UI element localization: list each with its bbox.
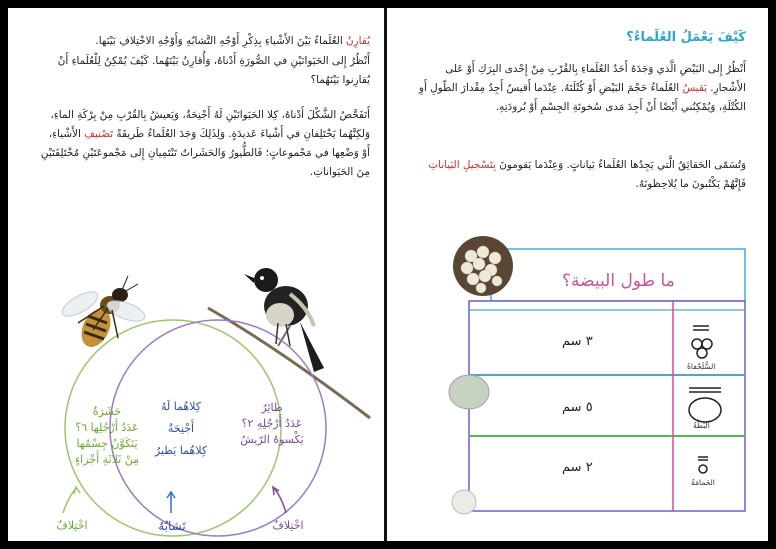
turtle-label: السُّلَحْفاةُ: [687, 362, 716, 371]
venn-bird-line: يَكْسوهُ الرّيشُ: [240, 433, 304, 446]
venn-bird-text: [234, 400, 310, 448]
dove-egg-length: ٢ سم: [562, 460, 593, 475]
venn-insect-line: يَتَكَوَّنُ جِسْمُها: [76, 437, 138, 450]
left-page: [8, 8, 384, 541]
book-spread: [8, 8, 768, 541]
duck-egg: [449, 375, 489, 409]
difference-label-left: اخْتِلافٌ: [56, 519, 88, 532]
duck-label: البَطَّةُ: [693, 421, 710, 430]
para1-start: أَنْظُرُ إِلى البَيْضِ الَّذي وَجَدَهُ أَحَدُ العُلَماءِ بِالقُرْبِ مِنْ إِحْدى البِرَكِ أَوْ عَلى الأَشْجارِ.: [445, 63, 746, 94]
chart-title: ما طول البيضة؟: [562, 271, 675, 291]
venn-insect-line: حَشَرَةٌ: [92, 405, 122, 418]
record-data-keyword: بِتَسْجيلِ البَياناتِ: [428, 159, 496, 171]
para2-start: وَتُسَمّى الحَقائِقُ الَّتي يَجِدُها العُلَماءُ بَياناتٍ. وَعِنْدَما يَقومونَ: [495, 159, 746, 171]
measure-keyword: يَقيسُ: [682, 82, 707, 94]
para3-start: أَتَفَحَّصُ الشَّكْلَ أَدْناهُ، كِلا الحَيَوانَيْنِ لَهُ أَجْنِحَةٌ، وَيَعيشُ بِالقُرْبِ مِنْ بِرْكَةِ الماءِ، وَلكِنَّهُما يَخْتَلِفانِ في أَشْياءَ عَديدَةٍ. وَلِذَلِكَ وَجَدَ العُلَماءُ طَريقَةً: [50, 109, 370, 140]
classify-keyword: تَصْنيفِ: [84, 128, 114, 140]
venn-insect-line: مِنْ ثَلاثَةِ أَجْزاءٍ: [75, 453, 139, 466]
left-paragraph-2: أَنْظُرُ إِلى الحَيَوانَيْنِ في الصُّورَةِ أَدْناهُ، وَأُقارِنُ بَيْنَهُما. كَيْفَ يُمْكِنُ لِلْعُلَماءِ أَنْ يُقارِنوا بَيْنَهُما؟: [57, 55, 370, 86]
venn-bird-line: عَدَدُ أَرْجُلِهِ ٢؟: [241, 417, 303, 430]
para3-end: الأَشْياءِ، أَوْ وَضْعِها في مَجْموعاتٍ؛ فَالطُّيورُ وَالحَشَراتُ تَنْتَمِيانِ إِلى مَجْموعَتَيْنِ مُخْتَلِفَتَيْنِ مِنَ الحَيَواناتِ.: [40, 128, 370, 178]
difference-label-right: اخْتِلافٌ: [272, 519, 304, 532]
venn-common-line: كِلاهُما يَطيرُ: [154, 444, 208, 457]
right-page: [387, 8, 768, 541]
compare-sentence: العُلَماءُ بَيْنَ الأَشْياءِ بِذِكْرِ أَوْجُهِ التَّشابُهِ وَأَوْجُهِ الاخْتِلافِ بَيْنَها.: [95, 35, 347, 47]
similarity-label: تَشابُهٌ: [158, 519, 186, 533]
venn-bird-line: طائِرٌ: [261, 401, 283, 414]
venn-common-line: كِلاهُما لَهُ: [160, 400, 202, 413]
venn-common-line: أَجْنِحَةٌ: [167, 422, 195, 435]
venn-insect-line: عَدَدُ أَرْجُلِها ٦؟: [75, 421, 139, 434]
section-title: كَيْفَ يَعْمَلُ العُلَماءُ؟: [626, 30, 746, 45]
venn-insect-text: [66, 404, 148, 468]
duck-egg-length: ٥ سم: [562, 400, 593, 415]
compare-keyword: يُقارِنُ: [346, 35, 370, 47]
bee-image: [59, 276, 148, 352]
para1-end: العُلَماءُ حَجْمَ البَيْضِ أَوْ كُتْلَتَهُ. عِنْدَما أَقيسُ أَجِدُ مِقْدارَ الطّولِ أَوِ الكُتْلَةِ، وَيُمْكِنُني أَيْضًا أَنْ أَجِدَ مَدى سُخونَةِ الجِسْمِ أَوْ بُرودَتِهِ.: [418, 82, 746, 113]
venn-common-text: [148, 396, 214, 462]
turtle-egg-length: ٣ سم: [562, 334, 593, 349]
dove-egg: [452, 490, 476, 514]
para2-end: فَإِنَّهُمْ يَكْتُبونَ ما يُلاحِظونَهُ.: [635, 178, 746, 190]
arrow-right: [274, 488, 286, 513]
dove-label: الحَمامَةُ: [691, 478, 715, 487]
